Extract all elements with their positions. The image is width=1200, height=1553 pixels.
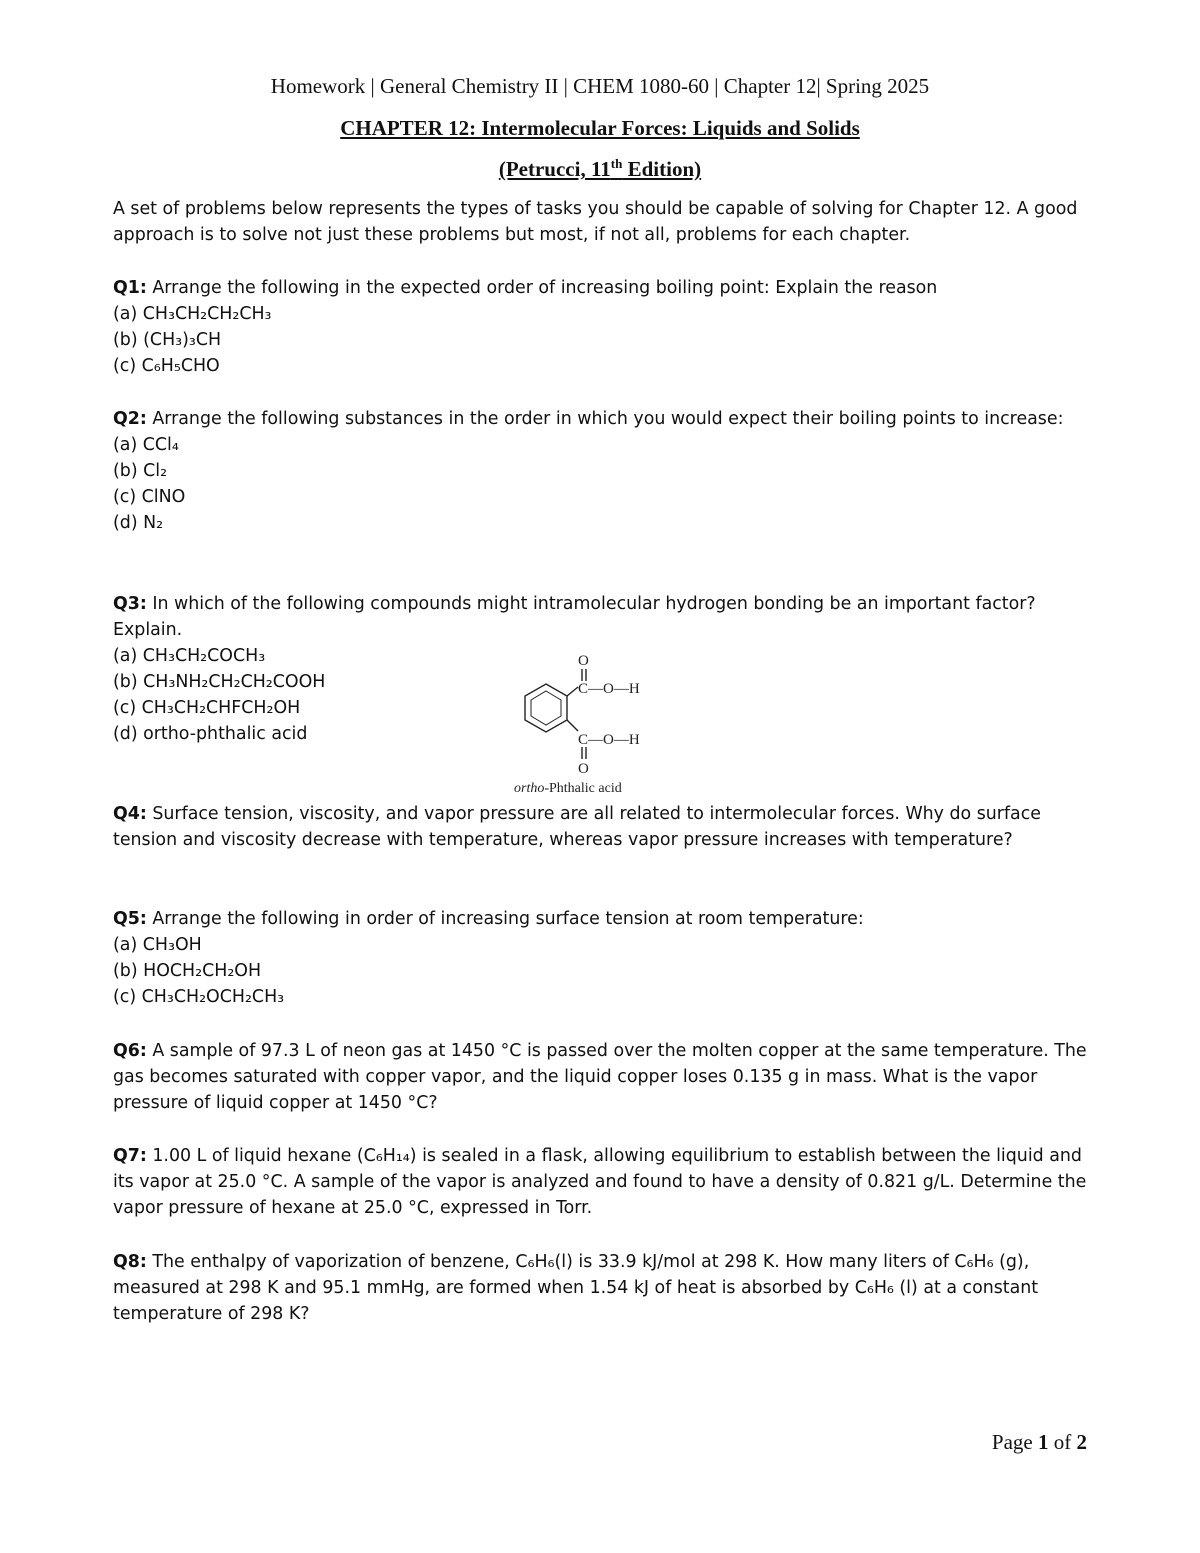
- q4-text: Surface tension, viscosity, and vapor pressure are all related to intermolecular forces. Why do surface tension and viscosity decrease with temperature, whereas vapor pressure increases with temperature?: [113, 804, 1041, 850]
- page-total: 2: [1076, 1430, 1087, 1454]
- q1-option-b: (b) (CH₃)₃CH: [113, 330, 222, 350]
- caption-italic: ortho: [514, 781, 545, 796]
- q5-label: Q5:: [113, 909, 147, 929]
- ortho-phthalic-acid-structure: [510, 651, 670, 797]
- q7-text: 1.00 L of liquid hexane (C₆H₁₄) is sealed in a flask, allowing equilibrium to establish between the liquid and its vapor at 25.0 °C. A sample of the vapor is analyzed and found to have a density of 0.821 g/L. Determine the vapor pressure of hexane at 25.0 °C, expressed in Torr.: [113, 1146, 1087, 1218]
- c-top: C: [578, 681, 589, 697]
- top-chain: —O—H: [588, 681, 640, 697]
- q2-option-a: (a) CCl₄: [113, 435, 179, 455]
- q5-option-b: (b) HOCH₂CH₂OH: [113, 961, 262, 981]
- question-7: [113, 1143, 1098, 1221]
- q2-text: Arrange the following substances in the order in which you would expect their boiling points to increase:: [146, 409, 1064, 429]
- edition-pre: (Petrucci, 11: [498, 157, 611, 181]
- q6-text: A sample of 97.3 L of neon gas at 1450 °C is passed over the molten copper at the same temperature. The gas becomes saturated with copper vapor, and the liquid copper loses 0.135 g in mass. What is the vapor pressure of liquid copper at 1450 °C?: [113, 1041, 1087, 1113]
- q3-label: Q3:: [113, 594, 147, 614]
- caption-rest: -Phthalic acid: [544, 781, 622, 796]
- q3-option-c: (c) CH₃CH₂CHFCH₂OH: [113, 698, 301, 718]
- question-8: [113, 1249, 1098, 1327]
- q3-option-d: (d) ortho-phthalic acid: [113, 724, 308, 744]
- structure-caption: [514, 781, 622, 796]
- q3-text: In which of the following compounds might intramolecular hydrogen bonding be an important factor? Explain.: [113, 594, 1036, 640]
- o-bottom: O: [578, 761, 589, 777]
- q2-option-c: (c) ClNO: [113, 487, 186, 507]
- o-top: O: [578, 653, 589, 669]
- q4-label: Q4:: [113, 804, 147, 824]
- edition-line: [0, 156, 1200, 182]
- c-bottom: C: [578, 732, 589, 748]
- q3-option-a: (a) CH₃CH₂COCH₃: [113, 646, 266, 666]
- benzene-inner-ring: [531, 691, 561, 725]
- q2-option-b: (b) Cl₂: [113, 461, 168, 481]
- q8-label: Q8:: [113, 1252, 147, 1272]
- q3-option-b: (b) CH₃NH₂CH₂CH₂COOH: [113, 672, 326, 692]
- intro-text: A set of problems below represents the types of tasks you should be capable of solving for Chapter 12. A good approach is to solve not just these problems but most, if not all, problems for each chapter.: [113, 199, 1078, 245]
- page-mid: of: [1048, 1430, 1077, 1454]
- q1-option-a: (a) CH₃CH₂CH₂CH₃: [113, 304, 272, 324]
- bond-bottom: [567, 720, 578, 731]
- course-header: Homework | General Chemistry II | CHEM 1080-60 | Chapter 12| Spring 2025: [270, 74, 930, 98]
- bottom-chain: —O—H: [588, 732, 640, 748]
- question-6: [113, 1038, 1098, 1116]
- bond-top: [567, 687, 578, 696]
- edition-post: Edition): [622, 157, 702, 181]
- page-number: [992, 1430, 1087, 1455]
- q5-option-a: (a) CH₃OH: [113, 935, 202, 955]
- q1-text: Arrange the following in the expected order of increasing boiling point: Explain the reason: [146, 278, 938, 298]
- q1-option-c: (c) C₆H₅CHO: [113, 356, 220, 376]
- question-5: [113, 906, 1103, 1010]
- page-pre: Page: [991, 1430, 1038, 1454]
- question-4: [113, 801, 1073, 853]
- chapter-title: CHAPTER 12: Intermolecular Forces: Liquids and Solids: [340, 116, 860, 140]
- q6-label: Q6:: [113, 1041, 147, 1061]
- q5-option-c: (c) CH₃CH₂OCH₂CH₃: [113, 987, 285, 1007]
- q8-text: The enthalpy of vaporization of benzene, C₆H₆(l) is 33.9 kJ/mol at 298 K. How many liters of C₆H₆ (g), measured at 298 K and 95.1 mmHg, are formed when 1.54 kJ of heat is absorbed by C₆H₆ (l) at a constant temperature of 298 K?: [113, 1252, 1039, 1324]
- question-2: [113, 406, 1073, 536]
- q7-label: Q7:: [113, 1146, 147, 1166]
- q5-text: Arrange the following in order of increasing surface tension at room temperature:: [146, 909, 864, 929]
- question-1: [113, 275, 1103, 379]
- q1-label: Q1:: [113, 278, 147, 298]
- edition-sup: th: [610, 156, 623, 171]
- page-current: 1: [1038, 1430, 1049, 1454]
- intro-paragraph: [113, 196, 1103, 248]
- q2-label: Q2:: [113, 409, 147, 429]
- q2-option-d: (d) N₂: [113, 513, 164, 533]
